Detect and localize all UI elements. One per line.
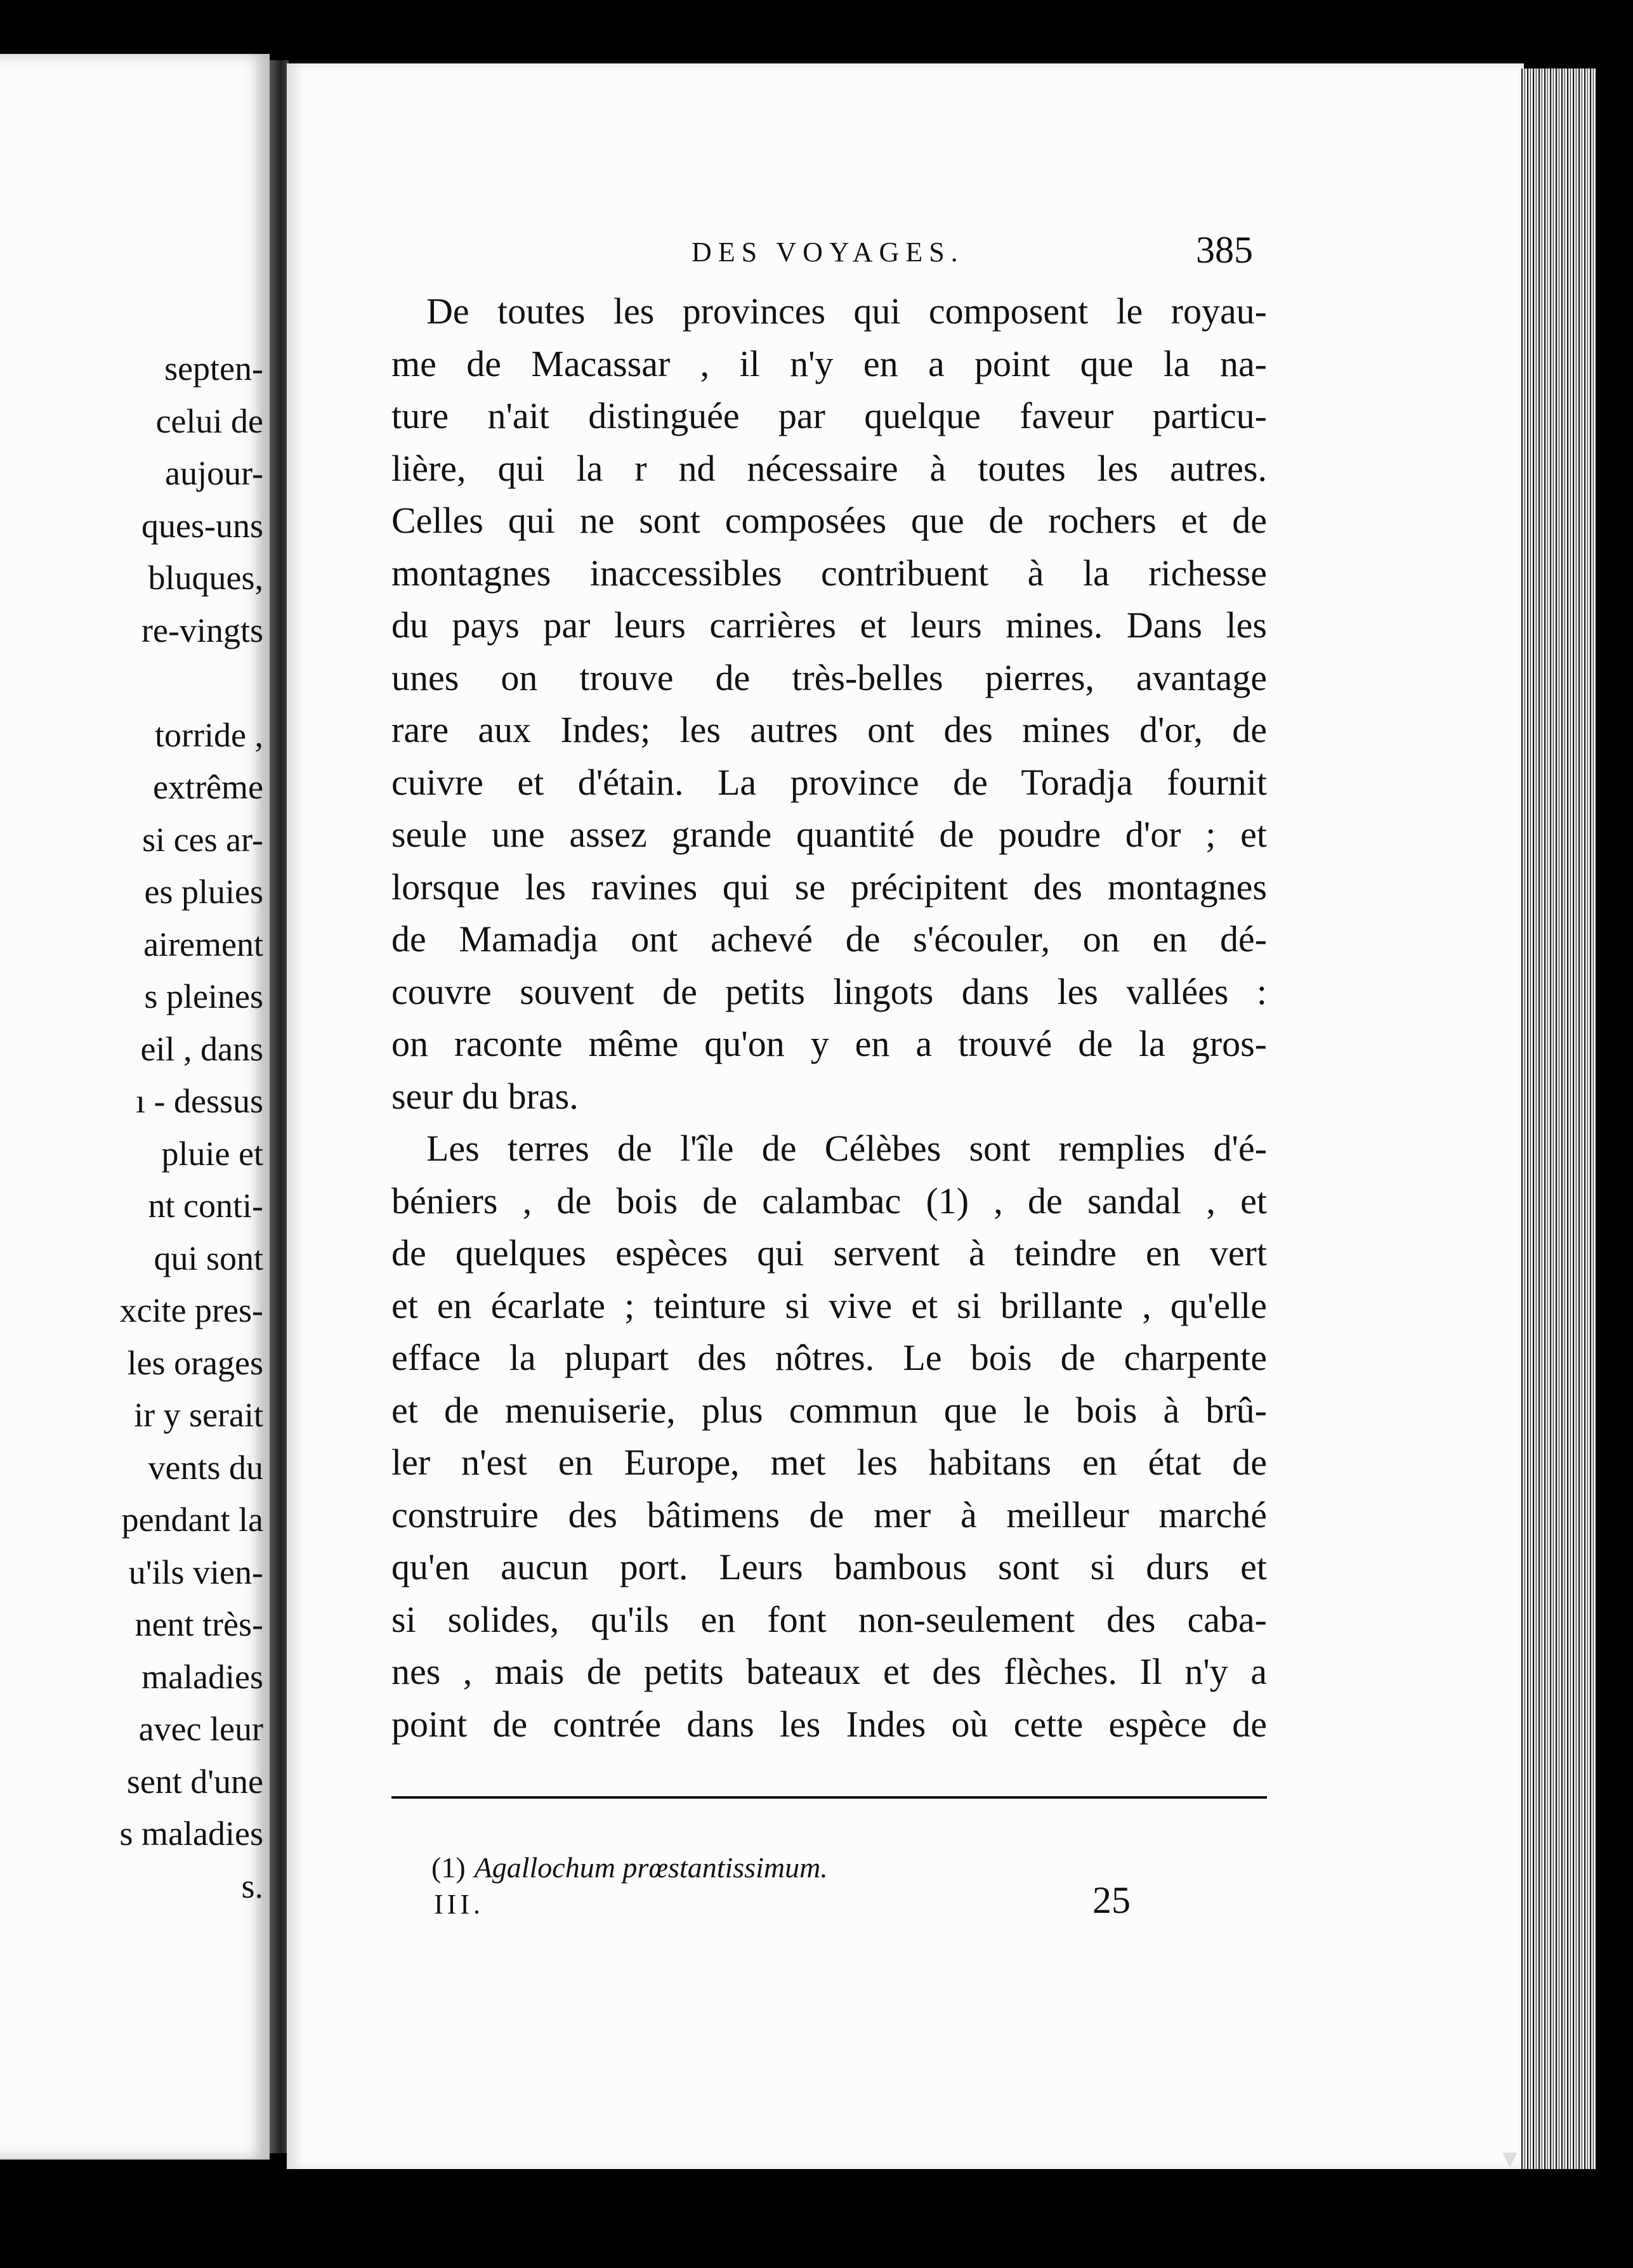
- footnote-rule: [391, 1796, 1267, 1799]
- text-line: et de menuiserie, plus commun que le bois à brû-: [391, 1389, 1267, 1431]
- text-line: on raconte même qu'on y en a trouvé de la gros-: [391, 1023, 1267, 1064]
- left-line: vents du: [148, 1448, 263, 1487]
- page-number: 385: [1196, 229, 1253, 271]
- body-text: [391, 285, 1267, 1750]
- left-line: s.: [241, 1867, 263, 1905]
- left-line: es pluies: [144, 873, 263, 911]
- text-line: lière, qui la r nd nécessaire à toutes les autres.: [391, 447, 1267, 489]
- left-line: qui sont: [154, 1239, 263, 1277]
- text-line: Celles qui ne sont composées que de rochers et de: [391, 500, 1267, 541]
- book-gutter: [270, 60, 289, 2153]
- text-line: béniers , de bois de calambac (1) , de sandal , et: [391, 1180, 1267, 1222]
- text-line: De toutes les provinces qui composent le royau-: [426, 290, 1267, 332]
- signature-volume: III.: [434, 1889, 484, 1920]
- left-line: s maladies: [119, 1815, 263, 1853]
- left-line: ı - dessus: [136, 1082, 263, 1120]
- text-line: ture n'ait distinguée par quelque faveur particu-: [391, 395, 1267, 436]
- text-line: me de Macassar , il n'y en a point que la na-: [391, 342, 1267, 384]
- text-line: de quelques espèces qui servent à teindre en vert: [391, 1232, 1267, 1274]
- left-line: airement: [143, 925, 263, 963]
- text-line: efface la plupart des nôtres. Le bois de charpente: [391, 1337, 1267, 1378]
- left-page-text: [120, 342, 263, 1912]
- text-line: lorsque les ravines qui se précipitent des montagnes: [391, 866, 1267, 908]
- left-line: eil , dans: [140, 1029, 263, 1068]
- left-line: torride ,: [155, 715, 263, 754]
- text-line: Les terres de l'île de Célèbes sont remplies d'é-: [426, 1128, 1267, 1169]
- left-line: aujour-: [165, 454, 263, 492]
- left-line: extrême: [153, 768, 263, 806]
- left-line: bluques,: [148, 559, 263, 597]
- left-line: nt conti-: [148, 1187, 263, 1225]
- left-line: u'ils vien-: [128, 1553, 263, 1591]
- left-page: [0, 54, 270, 2160]
- text-line: ler n'est en Europe, met les habitans en état de: [391, 1442, 1267, 1483]
- text-line: seule une assez grande quantité de poudre d'or ; et: [391, 814, 1267, 855]
- text-line: construire des bâtimens de mer à meilleur marché: [391, 1494, 1267, 1535]
- footnote: [431, 1851, 828, 1884]
- text-line: qu'en aucun port. Leurs bambous sont si durs et: [391, 1546, 1267, 1587]
- left-line: nent très-: [134, 1605, 263, 1643]
- text-line: du pays par leurs carrières et leurs mines. Dans les: [391, 604, 1267, 646]
- text-line: nes , mais de petits bateaux et des flèches. Il n'y a: [391, 1651, 1267, 1692]
- signature-number: 25: [1092, 1879, 1131, 1921]
- left-line: les orages: [127, 1343, 263, 1382]
- left-line: ques-uns: [141, 506, 263, 545]
- left-line: maladies: [141, 1657, 263, 1696]
- text-line: cuivre et d'étain. La province de Toradja fournit: [391, 761, 1267, 803]
- left-line: avec leur: [138, 1710, 263, 1748]
- text-line: de Mamadja ont achevé de s'écouler, on en dé-: [391, 918, 1267, 960]
- running-title: DES VOYAGES.: [692, 237, 964, 268]
- left-line: septen-: [164, 349, 263, 388]
- page-edges: [1519, 68, 1596, 2169]
- text-line: couvre souvent de petits lingots dans les vallées :: [391, 970, 1267, 1012]
- left-line: sent d'une: [126, 1762, 263, 1801]
- left-line: pluie et: [161, 1134, 263, 1173]
- left-line: ir y serait: [134, 1396, 263, 1434]
- left-line: s pleines: [144, 977, 263, 1015]
- text-line: et en écarlate ; teinture si vive et si brillante , qu'elle: [391, 1284, 1267, 1326]
- corner-mark: ▼: [1497, 2144, 1523, 2173]
- text-line: point de contrée dans les Indes où cette espèce de: [391, 1703, 1267, 1745]
- text-line: si solides, qu'ils en font non-seulement des caba-: [391, 1598, 1267, 1640]
- footnote-marker: (1): [431, 1851, 466, 1884]
- left-line: re-vingts: [141, 611, 263, 649]
- text-line: seur du bras.: [391, 1075, 579, 1117]
- left-line: xcite pres-: [119, 1291, 263, 1329]
- left-line: celui de: [155, 401, 263, 440]
- left-line: pendant la: [121, 1501, 263, 1539]
- left-line: si ces ar-: [142, 820, 263, 859]
- text-line: montagnes inaccessibles contribuent à la richesse: [391, 552, 1267, 594]
- left-line: [120, 656, 263, 709]
- footnote-text: Agallochum prœstantissimum.: [474, 1851, 828, 1884]
- text-line: rare aux Indes; les autres ont des mines d'or, de: [391, 709, 1267, 750]
- text-line: unes on trouve de très-belles pierres, avantage: [391, 656, 1267, 698]
